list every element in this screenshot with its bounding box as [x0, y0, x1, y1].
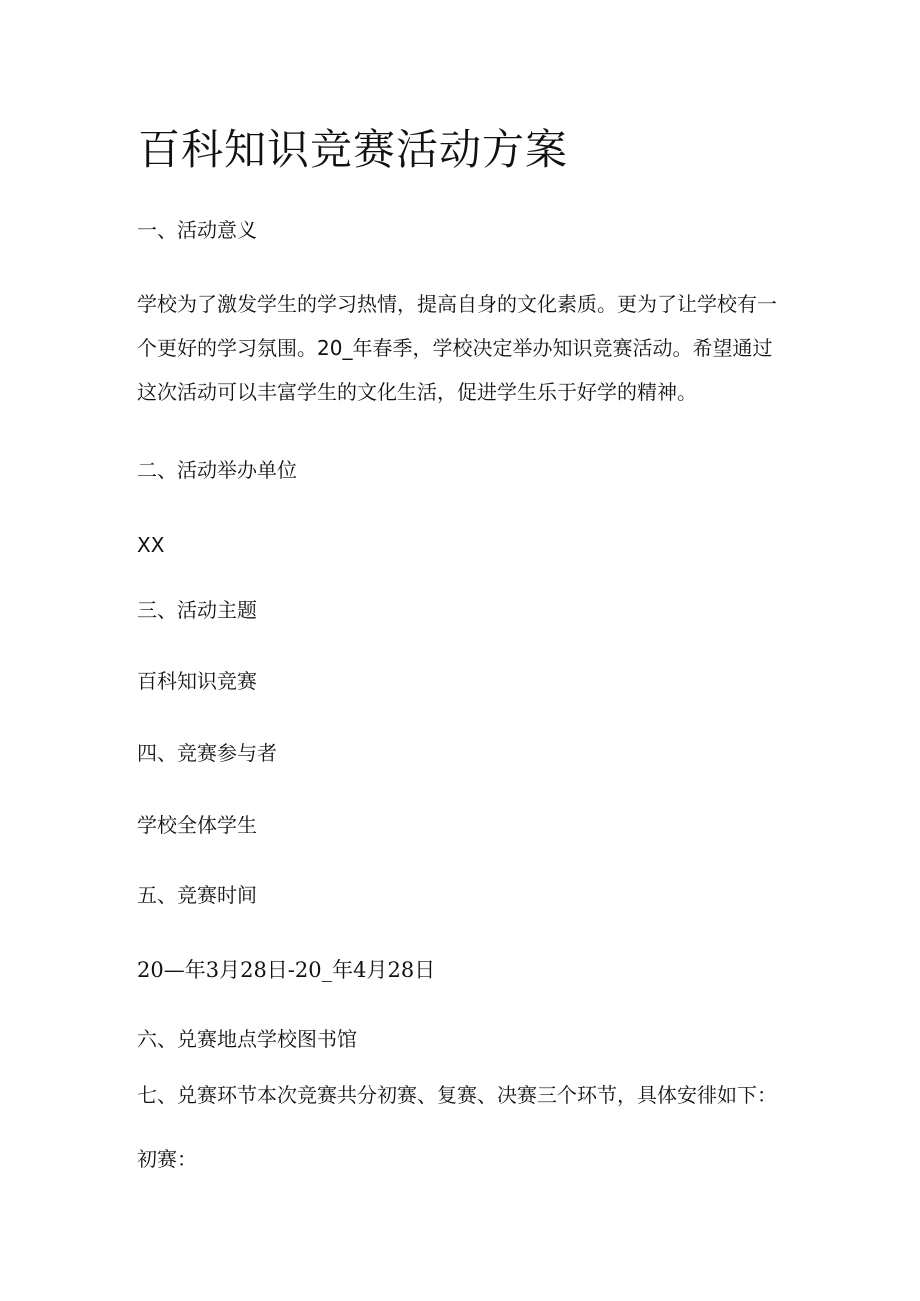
- purpose-paragraph: [137, 282, 797, 414]
- theme-text: 百科知识竞赛: [137, 669, 257, 693]
- section-venue: 六、兑赛地点学校图书馆: [137, 1027, 357, 1051]
- competition-date-range: 20—年3月28日-20_年4月28日: [137, 958, 436, 982]
- participants-text: 学校全体学生: [137, 813, 257, 837]
- preliminary-heading: 初赛：: [137, 1147, 197, 1171]
- document-title: 百科知识竞赛活动方案: [138, 125, 569, 174]
- section-stages: 七、兑赛环节本次竞赛共分初赛、复赛、决赛三个环节，具体安徘如下：: [137, 1083, 777, 1107]
- section-heading-organizer: 二、活动举办单位: [137, 458, 297, 482]
- paragraph-line: 个更好的学习氛围。20_年春季，学校决定举办知识竞赛活动。希望通过: [137, 336, 773, 360]
- section-heading-theme: 三、活动主题: [137, 598, 257, 622]
- section-heading-purpose: 一、活动意义: [137, 218, 257, 242]
- section-heading-time: 五、竞赛时间: [137, 883, 257, 907]
- paragraph-line: 这次活动可以丰富学生的文化生活，促进学生乐于好学的精神。: [137, 380, 697, 404]
- paragraph-line: 学校为了激发学生的学习热情，提高自身的文化素质。更为了让学校有一: [137, 292, 777, 316]
- organizer-text: XX: [137, 533, 165, 557]
- section-heading-participants: 四、竞赛参与者: [137, 741, 277, 765]
